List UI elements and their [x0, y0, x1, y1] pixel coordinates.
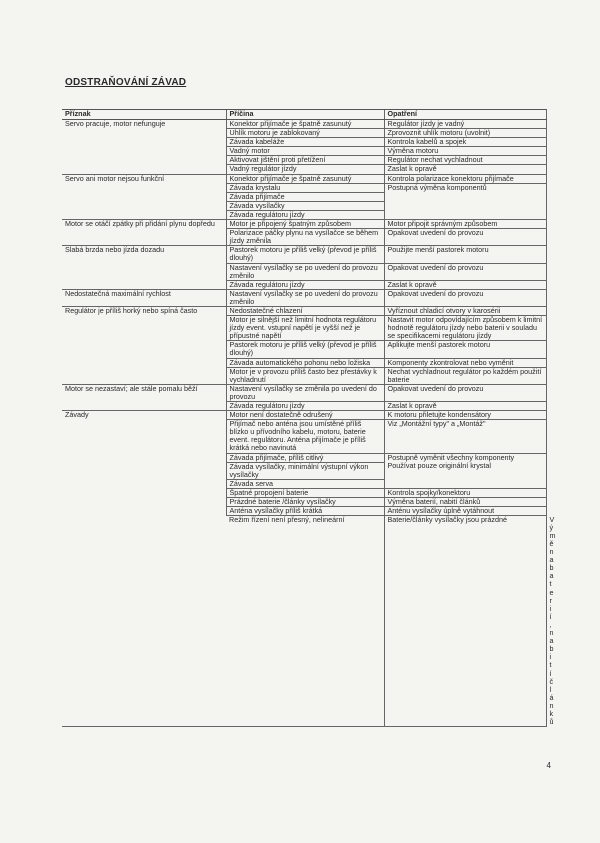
fix-cell: Zaslat k opravě [384, 402, 546, 411]
symptom-cell: Motor se nezastaví; ale stále pomalu běží [62, 384, 226, 410]
symptom-cell: Servo ani motor nejsou funkční [62, 174, 226, 219]
page-title: ODSTRAŇOVÁNÍ ZÁVAD [65, 77, 187, 88]
fix-cell: Zprovoznit uhlík motoru (uvolnit) [384, 129, 546, 138]
fix-cell: Opakovat uvedení do provozu [384, 263, 546, 280]
fix-cell: Opakovat uvedení do provozu [384, 384, 546, 401]
fix-cell: Opakovat uvedení do provozu [384, 289, 546, 306]
cause-cell: Anténa vysílačky příliš krátká [226, 507, 384, 516]
cause-cell: Nedostatečné chlazení [226, 306, 384, 315]
cause-cell: Vadný motor [226, 147, 384, 156]
fix-cell: Kontrola kabelů a spojek [384, 138, 546, 147]
cause-cell: Závada regulátoru jízdy [226, 402, 384, 411]
symptom-cell: Servo pracuje, motor nefunguje [62, 120, 226, 175]
cause-cell: Závada automatického pohonu nebo ložiska [226, 358, 384, 367]
cause-cell: Motor je připojený špatným způsobem [226, 220, 384, 229]
fix-cell: Opakovat uvedení do provozu [384, 229, 546, 246]
cause-cell: Závada kabeláže [226, 138, 384, 147]
fix-cell: Zaslat k opravě [384, 280, 546, 289]
fix-cell: Komponenty zkontrolovat nebo vyměnit [384, 358, 546, 367]
cause-cell: Polarizace páčky plynu na vysílačce se během jízdy změnila [226, 229, 384, 246]
fix-cell: Vyříznout chladicí otvory v karosérii [384, 306, 546, 315]
fix-cell: Kontrola spojky/konektoru [384, 488, 546, 497]
table-row [62, 289, 546, 306]
fix-cell: Regulátor nechat vychladnout [384, 156, 546, 165]
cause-cell: Vadný regulátor jízdy [226, 165, 384, 174]
fix-cell: Nechat vychladnout regulátor po každém použití baterie [384, 367, 546, 384]
column-header-fix: Opatření [384, 110, 546, 120]
table-row [62, 174, 546, 183]
cause-cell: Závada serva [226, 479, 384, 488]
fix-cell: Kontrola polarizace konektoru přijímače [384, 174, 546, 183]
table-row: Režim řízení není přesný, nelineární Baterie/články vysílačky jsou prázdné Výměna baterií, nabití článků [62, 516, 546, 727]
cause-cell: Konektor přijímače je špatně zasunutý [226, 120, 384, 129]
troubleshooting-table [62, 109, 556, 727]
cause-cell: Prázdné baterie /články vysílačky [226, 498, 384, 507]
symptom-cell: Motor se otáčí zpátky při přidání plynu dopředu [62, 220, 226, 246]
cause-cell: Závada přijímače [226, 192, 384, 201]
fix-cell: Postupně vyměnit všechny komponenty Používat pouze originální krystal [384, 453, 546, 488]
cause-cell: Závada vysílačky, minimální výstupní výkon vysílačky [226, 462, 384, 479]
fix-cell: K motoru přiletujte kondensátory [384, 411, 546, 420]
cause-cell: Motor je v provozu příliš často bez přestávky k vychladnutí [226, 367, 384, 384]
cause-cell: Konektor přijímače je špatně zasunutý [226, 174, 384, 183]
cause-cell: Přijímač nebo anténa jsou umístěné příliš blízko u přívodního kabelu, motoru, baterie event. regulátoru. Anténa přijímače je příliš krátká nebo navinutá [226, 420, 384, 453]
fix-cell: Regulátor jízdy je vadný [384, 120, 546, 129]
cause-cell: Pastorek motoru je příliš velký (převod je příliš dlouhý) [226, 341, 384, 358]
table-row [62, 246, 546, 263]
fix-cell: Výměna motoru [384, 147, 546, 156]
cause-cell: Motor je silnější než limitní hodnota regulátoru jízdy event. vstupní napětí je vyšší než je přípustné napětí [226, 316, 384, 341]
cause-cell: Motor není dostatečně odrušený [226, 411, 384, 420]
page-number: 4 [546, 761, 551, 770]
cause-cell: Nastavení vysílačky se po uvedení do provozu změnilo [226, 263, 384, 280]
fix-cell: Zaslat k opravě [384, 165, 546, 174]
fix-cell: Použijte menší pastorek motoru [384, 246, 546, 263]
table-row [62, 384, 546, 401]
table-header-row [62, 110, 546, 120]
cause-cell: Závada krystalu [226, 183, 384, 192]
fix-cell: Viz „Montážní typy" a „Montáž" [384, 420, 546, 453]
cause-cell: Nastavení vysílačky se po uvedení do provozu změnilo [226, 289, 384, 306]
fix-cell: Aplikujte menší pastorek motoru [384, 341, 546, 358]
symptom-cell: Režim řízení není přesný, nelineární [226, 516, 384, 727]
symptom-cell: Nedostatečná maximální rychlost [62, 289, 226, 306]
fix-cell: Anténu vysílačky úplně vytáhnout [384, 507, 546, 516]
cause-cell: Závada regulátoru jízdy [226, 280, 384, 289]
fix-cell: Motor připojit správným způsobem [384, 220, 546, 229]
cause-cell: Baterie/články vysílačky jsou prázdné [384, 516, 546, 727]
symptom-cell: Závady [62, 411, 226, 727]
cause-cell: Závada přijímače, příliš citlivý [226, 453, 384, 462]
fix-cell: Nastavit motor odpovídajícím způsobem k limitní hodnotě regulátoru jízdy nebo baterii v souladu se specifikacemi regulátoru jízdy [384, 316, 546, 341]
cause-cell: Nastavení vysílačky se změnila po uvedení do provozu [226, 384, 384, 401]
cause-cell: Aktivovat jištění proti přetížení [226, 156, 384, 165]
cause-cell: Uhlík motoru je zablokovaný [226, 129, 384, 138]
fix-cell: Výměna baterií, nabití článků [384, 498, 546, 507]
column-header-cause: Příčina [226, 110, 384, 120]
column-header-symptom: Příznak [62, 110, 226, 120]
fix-cell: Postupná výměna komponentů [384, 183, 546, 219]
symptom-cell: Slabá brzda nebo jízda dozadu [62, 246, 226, 289]
cause-cell: Závada regulátoru jízdy [226, 210, 384, 219]
cause-cell: Špatné propojení baterie [226, 488, 384, 497]
table-body [62, 119, 556, 727]
cause-cell: Závada vysílačky [226, 201, 384, 210]
cause-cell: Pastorek motoru je příliš velký (převod je příliš dlouhý) [226, 246, 384, 263]
symptom-cell: Regulátor je příliš horký nebo spíná často [62, 306, 226, 384]
